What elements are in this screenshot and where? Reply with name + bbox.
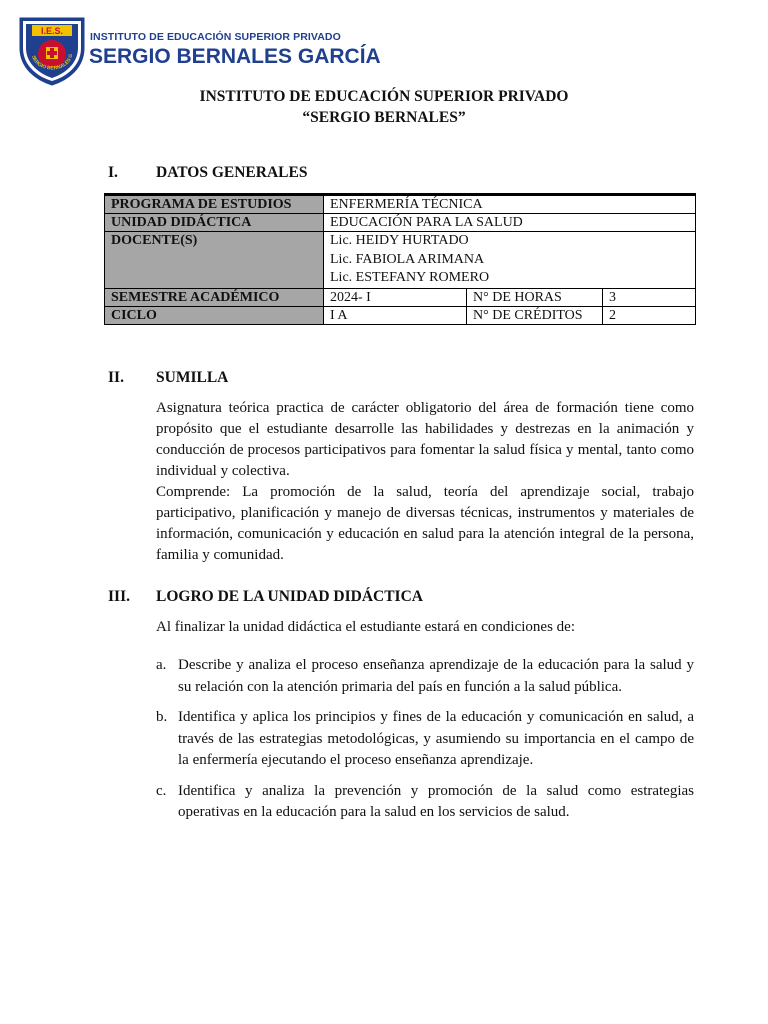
institution-shield-logo xyxy=(18,14,86,86)
section-title: SUMILLA xyxy=(156,369,229,386)
section-heading-sumilla xyxy=(108,369,228,387)
table-value-cell: EDUCACIÓN PARA LA SALUD xyxy=(324,214,696,232)
list-item xyxy=(156,707,694,772)
list-item xyxy=(156,655,694,698)
table-extra-value-cell: 2 xyxy=(603,306,696,324)
table-row xyxy=(105,195,696,214)
list-item-marker: a. xyxy=(156,657,167,673)
table-row xyxy=(105,288,696,306)
docente-name: Lic. HEIDY HURTADO xyxy=(330,233,469,248)
table-value-cell: ENFERMERÍA TÉCNICA xyxy=(324,195,696,214)
table-value-cell: 2024- I xyxy=(324,288,467,306)
list-item-text: Identifica y analiza la prevención y promoción de la salud como estrategias operativas en la educación para la salud en los servicios de salud. xyxy=(178,782,694,820)
table-label-cell: CICLO xyxy=(105,306,324,324)
section-title: LOGRO DE LA UNIDAD DIDÁCTICA xyxy=(156,588,423,605)
docente-name: Lic. FABIOLA ARIMANA xyxy=(330,251,485,267)
section-number: III. xyxy=(108,588,130,605)
section-title: DATOS GENERALES xyxy=(156,164,308,181)
section-number: II. xyxy=(108,369,124,386)
sumilla-text xyxy=(156,398,694,566)
section-heading-datos-generales xyxy=(108,164,307,182)
table-row xyxy=(105,306,696,324)
shield-badge-text: I.E.S. xyxy=(40,26,64,36)
institution-name: SERGIO BERNALES GARCÍA xyxy=(89,45,381,68)
logro-intro: Al finalizar la unidad didáctica el estudiante estará en condiciones de: xyxy=(156,619,575,635)
table-label-cell: DOCENTE(S) xyxy=(105,232,324,289)
table-label-cell: UNIDAD DIDÁCTICA xyxy=(105,214,324,232)
table-row xyxy=(105,232,696,289)
table-row xyxy=(105,214,696,232)
logro-list xyxy=(156,655,694,824)
sumilla-paragraph: Asignatura teórica practica de carácter obligatorio del área de formación tiene como propósito que el estudiante desarrolle las habilidades y destrezas en la animación y conducción de procesos participativos para fomentar la salud física y mental, tanto como individual y colectiva. xyxy=(156,400,694,479)
section-number: I. xyxy=(108,164,118,181)
table-label-cell: PROGRAMA DE ESTUDIOS xyxy=(105,195,324,214)
institution-subtitle: INSTITUTO DE EDUCACIÓN SUPERIOR PRIVADO xyxy=(90,31,341,43)
table-docentes-cell xyxy=(324,232,696,289)
table-value-cell: I A xyxy=(324,306,467,324)
list-item-marker: b. xyxy=(156,709,168,725)
sumilla-paragraph: Comprende: La promoción de la salud, teoría del aprendizaje social, trabajo participativo, planificación y manejo de diversas técnicas, instrumentos y materiales de información, comunicación y educación en salud para la atención integral de la persona, familia y comunidad. xyxy=(156,484,694,563)
document-title xyxy=(0,86,768,128)
section-heading-logro xyxy=(108,588,423,606)
list-item-text: Describe y analiza el proceso enseñanza aprendizaje de la educación para la salud y su relación con la atención primaria del país en función a la salud pública. xyxy=(178,657,694,695)
general-data-table xyxy=(104,193,696,325)
list-item-text: Identifica y aplica los principios y fines de la educación y comunicación en salud, a través de las estrategias metodológicas, y asumiendo su importancia en el campo de la enfermería ejecutando el proceso enseñanza aprendizaje. xyxy=(178,709,694,768)
docente-name: Lic. ESTEFANY ROMERO xyxy=(330,270,490,285)
table-extra-value-cell: 3 xyxy=(603,288,696,306)
table-extra-label-cell: N° DE HORAS xyxy=(467,288,603,306)
list-item-marker: c. xyxy=(156,782,167,799)
table-extra-label-cell: N° DE CRÉDITOS xyxy=(467,306,603,324)
institution-header xyxy=(18,14,418,86)
shield-arc-text: SERGIO BERNALES G xyxy=(30,53,75,72)
list-item xyxy=(156,781,694,824)
table-label-cell: SEMESTRE ACADÉMICO xyxy=(105,288,324,306)
document-title-line1: INSTITUTO DE EDUCACIÓN SUPERIOR PRIVADO xyxy=(199,88,569,105)
document-title-line2: “SERGIO BERNALES” xyxy=(302,109,466,126)
